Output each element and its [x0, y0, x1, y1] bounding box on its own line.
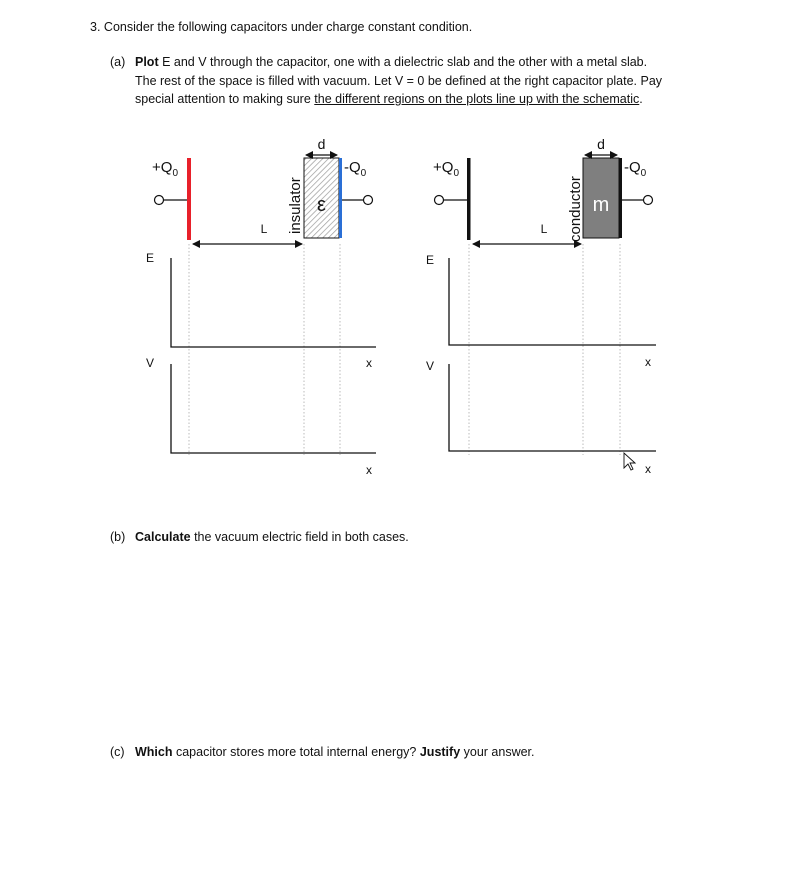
left-V-axis-label: V — [145, 356, 155, 370]
right-negative-terminal — [644, 196, 653, 205]
right-plus-charge-label: $+Q_0$ — [433, 159, 459, 179]
problem-number: 3. — [90, 20, 101, 34]
left-E-axis-label: E — [145, 251, 155, 265]
right-V-axis-label: V — [425, 359, 435, 373]
right-positive-terminal — [435, 196, 444, 205]
part-c-justify-keyword: Justify — [419, 745, 461, 759]
left-insulator-label: insulator — [287, 177, 304, 234]
left-minus-charge-label: $-Q_0$ — [344, 159, 367, 179]
left-positive-plate — [187, 158, 191, 240]
part-c-which-keyword: Which — [135, 745, 173, 759]
left-L-label: L — [260, 222, 268, 236]
part-a-line2: The rest of the space is filled with vacuum. Let V = 0 be defined at the right capacitor plate. Pay — [135, 74, 663, 88]
right-E-axes — [449, 258, 656, 345]
left-V-x-label: x — [366, 463, 372, 477]
part-b-calculate-keyword: Calculate — [135, 530, 191, 544]
left-E-x-label: x — [366, 356, 372, 370]
problem-text: Consider the following capacitors under charge constant condition. — [103, 20, 473, 34]
part-a-line3-underlined: the different regions on the plots line up with the schematic — [314, 92, 640, 106]
left-E-axes — [171, 258, 376, 347]
mouse-cursor-icon — [624, 453, 635, 470]
part-c-body1: capacitor stores more total internal energy? — [172, 745, 420, 759]
left-positive-terminal — [155, 196, 164, 205]
right-E-x-label: x — [645, 355, 651, 369]
right-d-label: d — [597, 136, 605, 152]
part-a-line1-text: E and V through the capacitor, one with a dielectric slab and the other with a metal slab. — [158, 55, 648, 69]
part-c-label: (c) — [110, 745, 125, 759]
right-E-axis-label: E — [425, 253, 435, 267]
right-minus-charge-label: $-Q_0$ — [624, 159, 647, 179]
part-a-plot-keyword: Plot — [135, 55, 159, 69]
part-a-line3-prefix: special attention to making sure — [135, 92, 315, 106]
left-d-label: d — [317, 136, 326, 152]
left-negative-plate — [339, 158, 342, 238]
right-capacitor — [426, 136, 656, 476]
part-c-body2: your answer. — [460, 745, 535, 759]
part-b-body: the vacuum electric field in both cases. — [190, 530, 409, 544]
right-conductor-label: conductor — [567, 176, 584, 242]
left-epsilon-symbol: ε — [317, 194, 326, 216]
right-positive-plate — [467, 158, 471, 240]
part-b-label: (b) — [110, 530, 126, 544]
right-V-x-label: x — [645, 462, 651, 476]
right-V-axes — [449, 364, 656, 451]
part-c-text — [135, 745, 535, 760]
part-a-label: (a) — [110, 55, 126, 69]
right-m-symbol: m — [592, 194, 610, 216]
right-L-label: L — [540, 222, 548, 236]
part-b-text — [135, 530, 409, 545]
left-V-axes — [171, 364, 376, 453]
left-negative-terminal — [364, 196, 373, 205]
right-negative-plate — [619, 158, 622, 238]
left-plus-charge-label: $+Q_0$ — [152, 159, 178, 179]
part-a-line3-suffix: . — [639, 92, 643, 106]
left-capacitor — [146, 136, 376, 477]
